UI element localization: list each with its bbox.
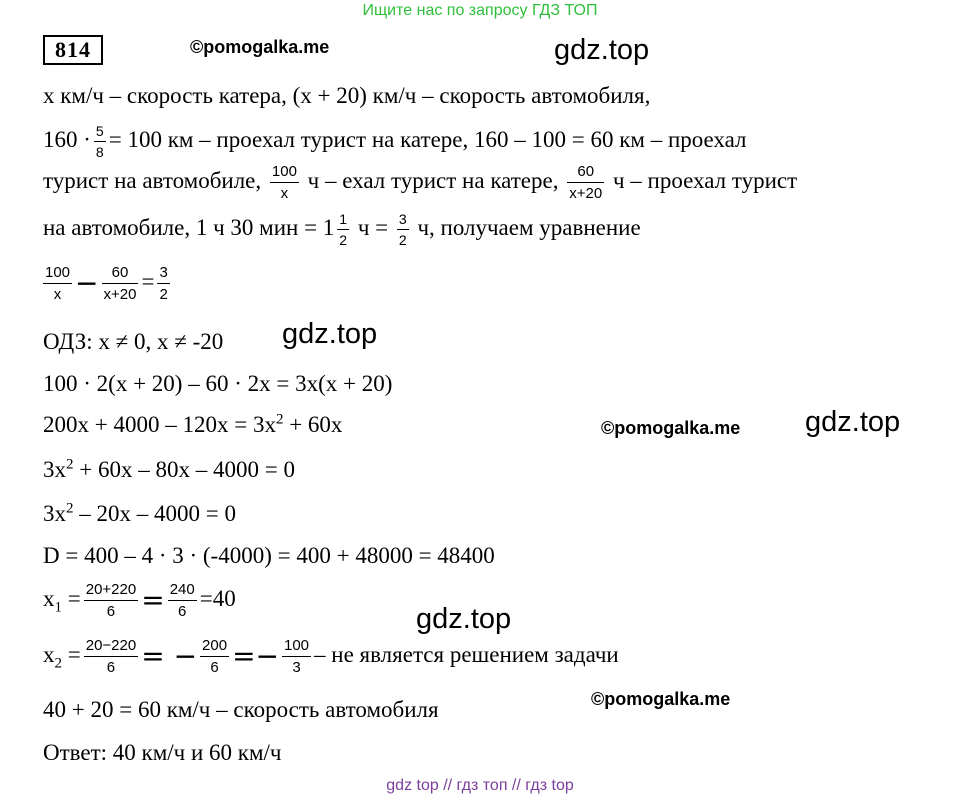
- pomogalka-watermark: ©pomogalka.me: [190, 37, 330, 57]
- text-line-2: 160 · $\frac{5}{8}$ = 100 км – проехал турист на катере, 160 – 100 = 60 км – проехал: [43, 123, 747, 160]
- fraction: $\frac{3}{2}$: [398, 211, 407, 248]
- root-x2: $х_2$ = $\frac{20-220}{6}$ = − $\frac{200}{6}$ =− $\frac{100}{3}$ – не является решением задачи: [43, 637, 619, 676]
- pomogalka-watermark: ©pomogalka.me: [591, 689, 731, 709]
- fraction: $\frac{5}{8}$: [95, 123, 104, 160]
- fraction: $\frac{3}{2}$: [159, 264, 168, 303]
- text-line-1: х км/ч – скорость катера, (х + 20) км/ч – скорость автомобиля,: [43, 83, 651, 108]
- gdz-watermark: gdz.top: [805, 406, 901, 438]
- step-1: 100 · 2(х + 20) – 60 · 2х = 3х(х + 20): [43, 371, 393, 396]
- odz-line: ОДЗ: х ≠ 0, х ≠ -20: [43, 329, 224, 354]
- gdz-watermark: gdz.top: [416, 603, 512, 635]
- gdz-watermark: gdz.top: [554, 34, 650, 66]
- problem-number: 814: [43, 35, 103, 65]
- pomogalka-watermark: ©pomogalka.me: [601, 418, 741, 438]
- main-equation: $\frac{100}{x}$ − $\frac{60}{x+20}$ = $\frac{3}{2}$: [45, 264, 168, 303]
- step-4: $3х^2 - 20х - 4000 = 0$: [43, 500, 236, 526]
- answer-line: Ответ: 40 км/ч и 60 км/ч: [43, 740, 282, 765]
- gdz-watermark: gdz.top: [282, 318, 378, 350]
- step-3: $3х^2 + 60х - 80х - 4000 = 0$: [43, 456, 295, 482]
- search-banner[interactable]: Ищите нас по запросу ГДЗ ТОП: [362, 2, 598, 19]
- fraction: $\frac{60}{x+20}$: [103, 264, 137, 303]
- fraction: $\frac{240}{6}$: [169, 581, 195, 620]
- fraction: $\frac{100}{x}$: [271, 163, 297, 202]
- text-line-4: на автомобиле, 1 ч 30 мин = 1 $\frac{1}{2}$ ч = $\frac{3}{2}$ ч, получаем уравнение: [43, 211, 641, 248]
- step-2: $200х + 4000 - 120х = 3х^2 + 60х$: [43, 411, 343, 437]
- step-6: 40 + 20 = 60 км/ч – скорость автомобиля: [43, 697, 439, 722]
- fraction: $\frac{20+220}{6}$: [85, 581, 137, 620]
- discriminant-line: D = 400 – 4 · 3 · (-4000) = 400 + 48000 = 48400: [43, 543, 495, 568]
- text-line-3: турист на автомобиле, $\frac{100}{x}$ ч – ехал турист на катере, $\frac{60}{x+20}$ ч – проехал турист: [43, 163, 798, 202]
- footer-links[interactable]: gdz top // гдз топ // гдз top: [386, 777, 574, 794]
- fraction: $\frac{100}{x}$: [45, 264, 71, 303]
- fraction: $\frac{20-220}{6}$: [85, 637, 137, 676]
- fraction: $\frac{60}{x+20}$: [569, 163, 603, 202]
- fraction: $\frac{200}{6}$: [202, 637, 228, 676]
- fraction: $\frac{100}{3}$: [284, 637, 310, 676]
- root-x1: $х_1$ = $\frac{20+220}{6}$ = $\frac{240}{6}$ =40: [43, 581, 236, 620]
- fraction: $\frac{1}{2}$: [339, 211, 348, 248]
